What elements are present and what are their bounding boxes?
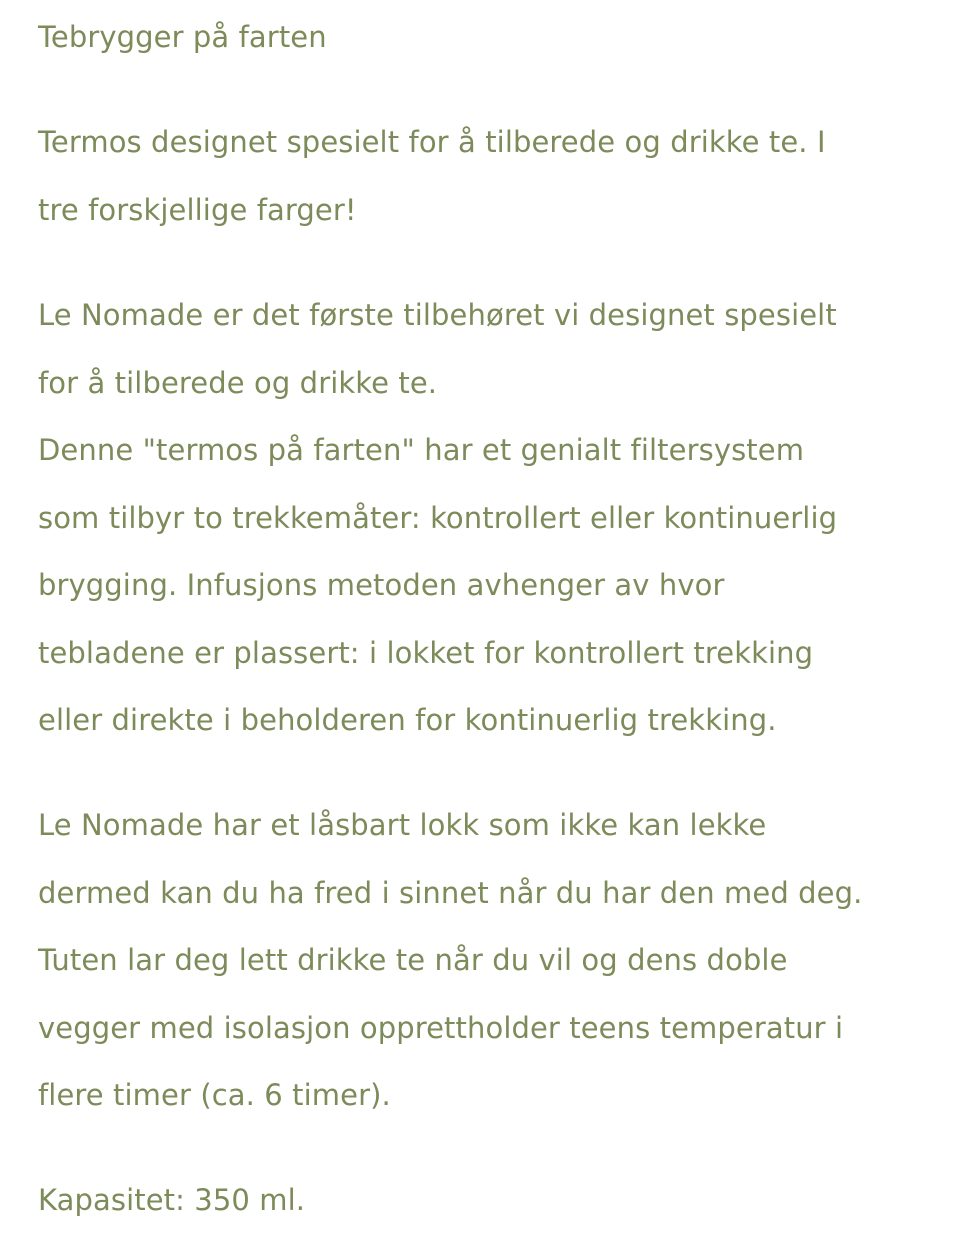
paragraph-line: for å tilberede og drikke te. — [38, 366, 438, 400]
paragraph-line: Denne "termos på farten" har et genialt filtersystem — [38, 433, 805, 467]
paragraph-line: brygging. Infusjons metoden avhenger av hvor — [38, 568, 725, 602]
paragraph-line: Termos designet spesielt for å tilberede og drikke te. I — [38, 125, 826, 159]
paragraph-line: tebladene er plassert: i lokket for kontrollert trekking — [38, 636, 814, 670]
paragraph-line: flere timer (ca. 6 timer). — [38, 1078, 391, 1112]
paragraph-line: vegger med isolasjon opprettholder teens temperatur i — [38, 1011, 844, 1045]
paragraph-line: Le Nomade er det første tilbehøret vi designet spesielt — [38, 298, 837, 332]
paragraph-line: dermed kan du ha fred i sinnet når du har den med deg. — [38, 876, 863, 910]
paragraph-line: tre forskjellige farger! — [38, 193, 357, 227]
paragraph-line: som tilbyr to trekkemåter: kontrollert eller kontinuerlig — [38, 501, 838, 535]
paragraph-line: Tuten lar deg lett drikke te når du vil og dens doble — [38, 943, 788, 977]
product-title: Tebrygger på farten — [38, 20, 327, 54]
paragraph-line: eller direkte i beholderen for kontinuerlig trekking. — [38, 703, 777, 737]
capacity-text: Kapasitet: 350 ml. — [38, 1183, 306, 1217]
paragraph-line: Le Nomade har et låsbart lokk som ikke kan lekke — [38, 808, 767, 842]
